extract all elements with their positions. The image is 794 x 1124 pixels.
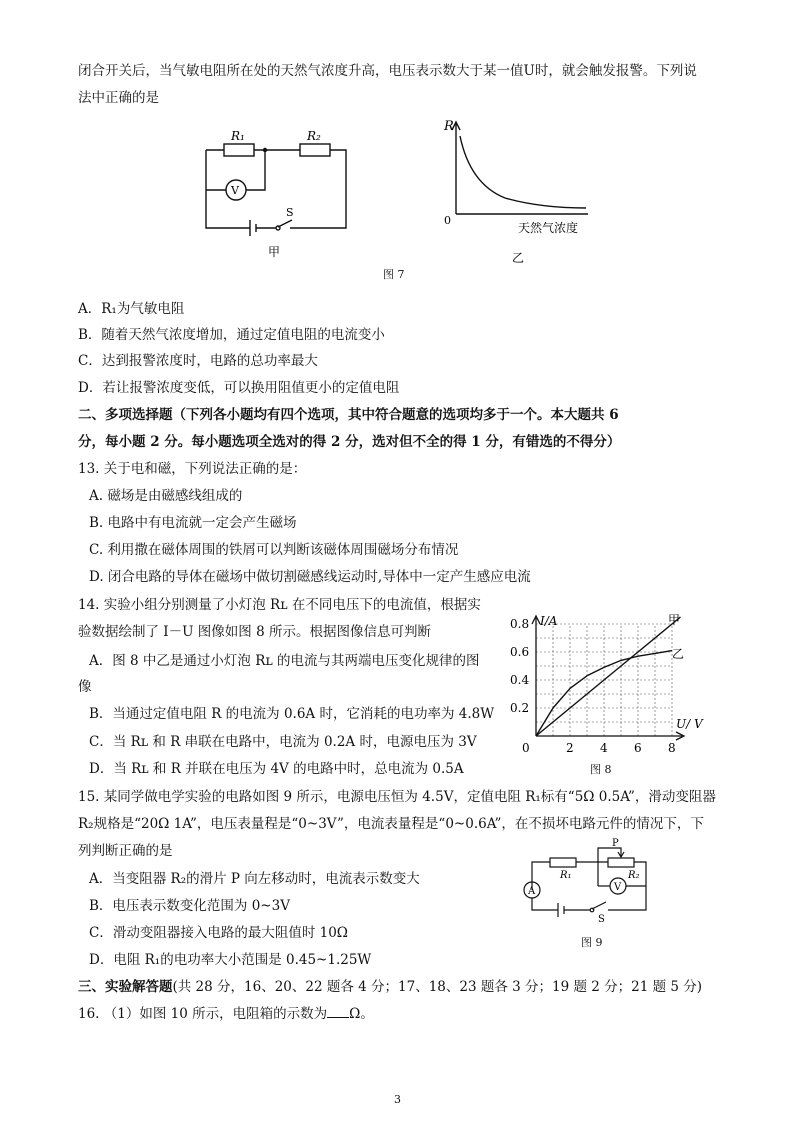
q13-option-c: C. 利用撒在磁体周围的铁屑可以判断该磁体周围磁场分布情况 bbox=[89, 542, 459, 558]
fig8-series-jia bbox=[536, 617, 681, 736]
fig8-caption: 图 8 bbox=[590, 763, 612, 776]
q14-option-b: B．当通过定值电阻 R 的电流为 0.6A 时，它消耗的电功率为 4.8W bbox=[89, 706, 495, 722]
fig7-volt-label: V bbox=[231, 184, 239, 197]
q15-option-a: A．当变阻器 R₂的滑片 P 向左移动时，电流表示数变大 bbox=[89, 871, 420, 887]
q13-option-d: D. 闭合电路的导体在磁场中做切割磁感线运动时,导体中一定产生感应电流 bbox=[89, 569, 531, 585]
fig9-amp-label: A bbox=[528, 886, 536, 897]
q16-stem-before: 16. （1）如图 10 所示，电阻箱的示数为 bbox=[78, 1006, 328, 1022]
q15-option-d: D．电阻 R₁的电功率大小范围是 0.45~1.25W bbox=[89, 952, 372, 968]
section2-heading-2: 分，每小题 2 分。每小题选项全选对的得 2 分，选对但不全的得 1 分，有错选的不得分） bbox=[78, 434, 621, 450]
q12-option-b: B．随着天然气浓度增加，通过定值电阻的电流变小 bbox=[78, 327, 385, 343]
fig7-graph-y-label: R bbox=[444, 119, 454, 134]
section3-detail: (共 28 分，16、20、22 题各 4 分；17、18、23 题各 3 分；19 题 2 分；21 题 5 分) bbox=[172, 979, 703, 995]
q16-stem bbox=[78, 1005, 374, 1023]
q14-option-c: C．当 Rʟ 和 R 串联在电路中，电流为 0.2A 时，电源电压为 3V bbox=[89, 734, 477, 750]
q12-option-d: D．若让报警浓度变低，可以换用阻值更小的定值电阻 bbox=[78, 380, 400, 396]
fig8-line-jia-label: 甲 bbox=[668, 613, 681, 627]
fig7-left-caption: 甲 bbox=[268, 245, 281, 259]
fig7-graph-origin: 0 bbox=[444, 214, 451, 227]
q14-stem-2: 验数据绘制了 I－U 图像如图 8 所示。根据图像信息可判断 bbox=[78, 624, 431, 640]
q15-stem-2: R₂规格是“20Ω 1A”，电压表量程是“0~3V”，电流表量程是“0~0.6A”，在不损坏电路元件的情况下，下 bbox=[78, 816, 704, 832]
fig7-graph-x-label: 天然气浓度 bbox=[518, 221, 579, 235]
q15-option-b: B．电压表示数变化范围为 0~3V bbox=[89, 898, 290, 914]
fig8-x-tick: 0 bbox=[522, 741, 530, 755]
page-number: 3 bbox=[394, 1093, 401, 1106]
fig7-right-caption: 乙 bbox=[512, 251, 525, 265]
fig7-caption: 图 7 bbox=[383, 268, 405, 281]
fig9-volt-label: V bbox=[614, 882, 622, 893]
fig8-y-tick: 0.6 bbox=[510, 645, 530, 659]
fig7-switch-label: S bbox=[286, 206, 294, 219]
fig8-x-tick: 6 bbox=[634, 741, 642, 755]
q14-option-d: D．当 Rʟ 和 R 并联在电压为 4V 的电路中时，总电流为 0.5A bbox=[89, 761, 464, 777]
q13-option-a: A. 磁场是由磁感线组成的 bbox=[89, 488, 243, 504]
fig8-chart bbox=[500, 610, 703, 770]
fig9-r1-label: R₁ bbox=[560, 870, 572, 881]
section3-title: 三、实验解答题 bbox=[78, 979, 173, 995]
fig8-y-tick: 0.4 bbox=[510, 673, 530, 687]
q15-option-c: C．滑动变阻器接入电路的最大阻值时 10Ω bbox=[89, 925, 348, 941]
q14-option-a-2: 像 bbox=[78, 679, 92, 695]
fig9-r2-label: R₂ bbox=[628, 870, 640, 881]
fig7-circuit bbox=[190, 124, 360, 264]
q13-stem: 13. 关于电和磁，下列说法正确的是： bbox=[78, 461, 307, 477]
q12-option-c: C．达到报警浓度时，电路的总功率最大 bbox=[78, 353, 318, 369]
fig8-x-tick: 4 bbox=[600, 741, 608, 755]
q15-stem-1: 15. 某同学做电学实验的电路如图 9 所示，电源电压恒为 4.5V，定值电阻 R₁标有“5Ω 0.5A”，滑动变阻器 bbox=[78, 789, 716, 805]
fig7-r1-label: R₁ bbox=[231, 129, 245, 143]
intro-line-1: 闭合开关后，当气敏电阻所在处的天然气浓度升高，电压表示数大于某一值U时，就会触发报警。下列说 bbox=[78, 63, 697, 79]
q14-stem-1: 14. 实验小组分别测量了小灯泡 Rʟ 在不同电压下的电流值，根据实 bbox=[78, 597, 481, 613]
q16-stem-after: Ω。 bbox=[349, 1006, 374, 1022]
q12-option-a: A．R₁为气敏电阻 bbox=[78, 301, 185, 317]
fig9-p-label: P bbox=[612, 838, 619, 849]
fig8-y-tick: 0.8 bbox=[510, 617, 530, 631]
fig8-x-tick: 8 bbox=[668, 741, 676, 755]
q14-option-a-1: A．图 8 中乙是通过小灯泡 Rʟ 的电流与其两端电压变化规律的图 bbox=[89, 653, 480, 669]
fig9-switch-label: S bbox=[598, 914, 605, 925]
q16-answer-blank[interactable] bbox=[327, 1005, 349, 1018]
q15-stem-3: 列判断正确的是 bbox=[78, 843, 173, 859]
q13-option-b: B. 电路中有电流就一定会产生磁场 bbox=[89, 515, 297, 531]
fig9-caption: 图 9 bbox=[581, 936, 603, 949]
section2-heading-1: 二、多项选择题（下列各小题均有四个选项，其中符合题意的选项均多于一个。本大题共 6 bbox=[78, 407, 619, 423]
fig8-x-label: U/ V bbox=[676, 717, 703, 731]
fig7-r2-label: R₂ bbox=[307, 129, 321, 143]
fig8-y-tick: 0.2 bbox=[510, 701, 530, 715]
fig8-x-tick: 2 bbox=[566, 741, 574, 755]
fig8-y-label: I/A bbox=[540, 614, 558, 628]
intro-line-2: 法中正确的是 bbox=[78, 90, 159, 106]
section3-heading bbox=[78, 978, 702, 996]
fig8-line-yi-label: 乙 bbox=[672, 647, 685, 661]
fig7-graph bbox=[430, 114, 620, 266]
fig9-circuit bbox=[520, 838, 660, 938]
